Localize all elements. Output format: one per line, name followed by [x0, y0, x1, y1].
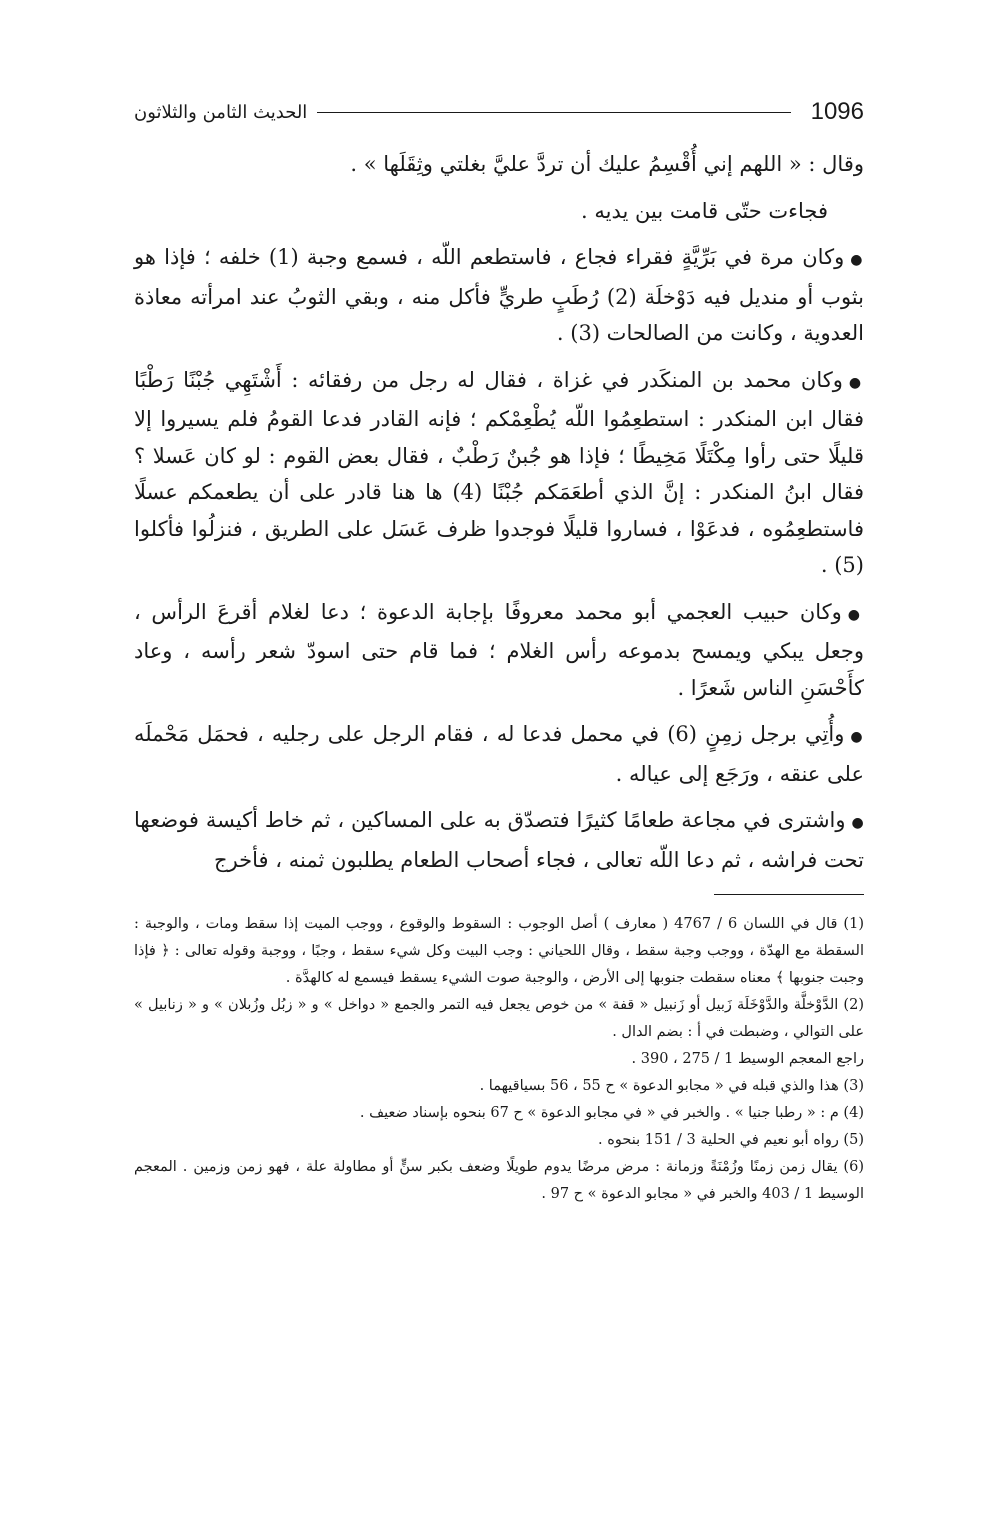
page — [134, 92, 864, 1208]
paragraph: فجاءت حتّى قامت بين يديه . — [581, 198, 828, 223]
footnote-separator — [714, 894, 864, 895]
paragraph-with-bullet — [134, 802, 864, 878]
bullet-icon: ● — [850, 252, 864, 268]
paragraph: وأُتِي برجل زمِنٍ (6) في محمل فدعا له ، فقام الرجل على رجليه ، فحمَل مَحْملَه على عنقه ، ورَجَع إلى عياله . — [134, 722, 864, 786]
footnote: (5) رواه أبو نعيم في الحلية 3 / 151 بنحوه . — [598, 1132, 864, 1148]
footnote: (1) قال في اللسان 6 / 4767 ( معارف ) أصل الوجوب : السقوط والوقوع ، ووجب الميت إذا سقط ومات ، والوجبة : السقطة مع الهدّة ، ووجب وجبة سقط ، وقال اللحياني : وجب البيت وكل شيء سقط ، وجبًا ، ووجبة وقوله تعالى : ﴿ فإذا وجبت جنوبها ﴾ معناه سقطت جنوبها إلى الأرض ، والوجبة صوت الشيء يسقط فيسمع له كالهدَّة . — [134, 916, 864, 986]
footnote: (4) م : « رطبا جنيا » . والخبر في « في مجابو الدعوة » ح 67 بنحوه بإسناد ضعيف . — [359, 1105, 864, 1121]
footnotes — [134, 911, 864, 1208]
paragraph-with-bullet — [134, 239, 864, 352]
paragraph: واشترى في مجاعة طعامًا كثيرًا فتصدّق به على المساكين ، ثم خاط أكيسة فوضعها تحت فراشه ، ثم دعا اللّه تعالى ، فجاء أصحاب الطعام يطلبون ثمنه ، فأخرج — [134, 808, 864, 872]
paragraph-with-bullet — [134, 716, 864, 792]
paragraph: وقال : « اللهم إني أُقْسِمُ عليك أن تردَّ عليَّ بغلتي وثِقَلَها » . — [350, 152, 864, 176]
running-title: الحديث الثامن والثلاثون — [134, 101, 308, 123]
main-text — [134, 146, 864, 878]
page-number: 1096 — [810, 98, 864, 125]
paragraph: وكان مرة في بَرِّيَّةٍ فقراء فجاع ، فاستطعم اللّه ، فسمع وجبة (1) خلفه ؛ فإذا هو بثوب أو منديل فيه دَوْخلَة (2) رُطَبٍ طريٍّ فأكل منه ، وبقي الثوبُ عند امرأته معاذة العدوية ، وكانت من الصالحات (3) . — [134, 245, 864, 345]
bullet-icon: ● — [848, 374, 864, 391]
paragraph: وكان محمد بن المنكَدر في غزاة ، فقال له رجل من رفقائه : أَشْتَهِي جُبْنًا رَطْبًا فقال ابن المنكدر : استطعِمُوا اللّه يُطْعِمْكم ؛ فإنه القادر فدعا القومُ فلم يسيروا إلا قليلًا حتى رأوا مِكْتَلًا مَخِيطًا ؛ فإذا هو جُبنٌ رَطْبٌ ، فقال بعض القوم : لو كان عَسلا ؟ فقال ابنُ المنكدر : إنَّ الذي أطعَمَكم جُبْنًا (4) ها هنا قادر على أن يطعمكم عسلًا فاستطعِمُوه ، فدعَوْا ، فساروا قليلًا فوجدوا ظرف عَسَل على الطريق ، فنزلُوا فأكلوا (5) . — [134, 367, 864, 577]
page-header — [134, 92, 864, 132]
paragraph-with-bullet — [134, 594, 864, 707]
footnote: (3) هذا والذي قبله في « مجابو الدعوة » ح 55 ، 56 بسياقيهما . — [479, 1078, 864, 1094]
bullet-icon: ● — [850, 729, 864, 745]
paragraph-with-bullet — [134, 362, 864, 584]
bullet-icon: ● — [851, 815, 864, 831]
bullet-icon: ● — [847, 606, 864, 623]
paragraph: وكان حبيب العجمي أبو محمد معروفًا بإجابة الدعوة ؛ دعا لغلام أقرعَ الرأس ، وجعل يبكي ويمسح بدموعه رأس الغلام ؛ فما قام حتى اسودّ شعر رأسه ، وعاد كأَحْسَنِ الناس شَعرًا . — [134, 599, 864, 700]
footnote: (6) يقال زمن زمنًا وزُمْنَةً وزمانة : مرض مرضًا يدوم طويلًا وضعف بكبر سنٍّ أو مطاولة علة ، فهو زمن وزمين . المعجم الوسيط 1 / 403 والخبر في « مجابو الدعوة » ح 97 . — [134, 1159, 864, 1202]
footnote-continuation: راجع المعجم الوسيط 1 / 275 ، 390 . — [631, 1051, 864, 1067]
footnote: (2) الدَّوْخلَّة والدَّوْخَلَة زَبيل أو زَنبيل « قفة » من خوص يجعل فيه التمر والجمع « دواخل » و « زبُل وزُبلان » و « زنابيل » على التوالي ، وضبطت في أ : بضم الدال . — [134, 997, 864, 1040]
header-rule — [317, 112, 790, 113]
